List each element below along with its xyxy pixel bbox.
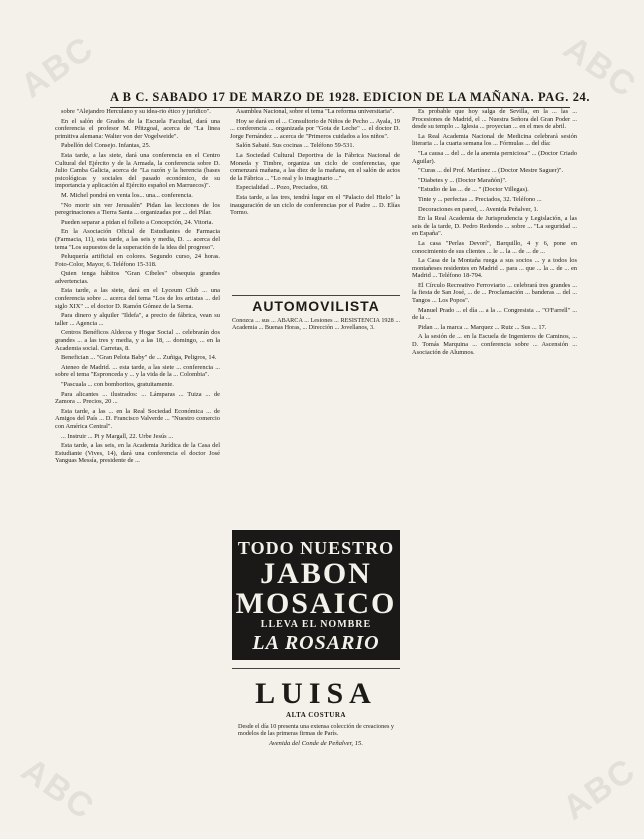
ad-luisa — [232, 668, 400, 819]
column-middle — [230, 108, 400, 284]
paragraph: La Sociedad Cultural Deportiva de la Fábrica Nacional de Moneda y Timbre, organiza un ciclo de conferencias, que comenzará mañana, a las diez de la mañana, en el salón de actos de la Fábrica ... "Lo real y lo imaginario ..." — [230, 151, 400, 182]
ad-title: AUTOMOVILISTA — [252, 298, 380, 314]
column-right — [412, 108, 577, 828]
paragraph: "No morir sin ver Jerusalén" Pidan las lecciones de los peregrinaciones a Tierra Santa ... organizadas por ... del Pilar. — [55, 201, 220, 217]
paragraph: Tinte y ... perfectas ... Preciados, 32. Teléfono ... — [418, 195, 542, 203]
paragraph: Es probable que hoy salga de Sevilla, en la ... las ... Procesiones de Madrid, el ... Nuestra Señora del Gran Poder ... desde su templo ... Iglesia ... proyectan ... en el mes de abril. — [412, 108, 577, 131]
paragraph: Manuel Prado ... el día ... a la ... Congresista ... "O'Farrell" ... de la ... — [412, 306, 577, 322]
ad-line: LLEVA EL NOMBRE — [260, 619, 372, 630]
watermark: ABC — [556, 750, 644, 828]
watermark: ABC — [556, 28, 644, 106]
paragraph: Centros Benéficos Aldecoa y Hogar Social ... celebrarán dos grandes ... a las tres y media, y a las 18, ... domingo, ... en la Academia social. Carretas, 8. — [55, 329, 220, 352]
paragraph: Peluquería artificial en colores. Segundo curso, 24 horas. Foto-Color, Mayor, 6. Teléfono 15-318. — [55, 253, 220, 268]
paragraph: "La causa ... del ... de la anemia perniciosa" ... (Doctor Criado Aguilar). — [412, 149, 577, 165]
ad-subtitle: ALTA COSTURA — [286, 711, 346, 719]
ad-address: Avenida del Conde de Peñalver, 15. — [269, 739, 363, 747]
paragraph: Ateneo de Madrid. ... esta tarde, a las siete ... conferencia ... sobre el tema "Espronceda y ... y la vida de la ... Colombia". — [55, 363, 220, 379]
ad-automovilista — [232, 295, 400, 521]
ad-text: Conozca ... sus ... ABARCA ... Lesiones ... RESISTENCIA 1928 ... Academia ... Buenas Horas, ... Dirección ... Jovellanos, 3. — [232, 317, 400, 332]
paragraph: Esta tarde, a las siete, dará en el Lyceum Club ... una conferencia sobre ... acerca del tema "Los de los artistas ... del siglo XIX" ... el doctor D. Ramón Gómez de la Serna. — [55, 287, 220, 310]
paragraph: Esta tarde, a las seis, en la Academia Jurídica de la Casa del Estudiante (Vives, 14), dará una conferencia el doctor José Yanguas Messía, presidente de ... — [55, 442, 220, 465]
ad-jabon-mosaico — [232, 530, 400, 660]
paragraph: "Curas ... del Prof. Martínez ... (Doctor Mestre Saguer)". — [418, 167, 564, 175]
paragraph: "Diabetes y ... (Doctor Marañón)". — [418, 176, 507, 184]
ad-name: LUISA — [255, 677, 377, 710]
paragraph: Benefician ... "Gran Pelota Baby" de ... Zuñiga, Peligros, 14. — [61, 354, 217, 362]
paragraph: La Real Academia Nacional de Medicina celebrará sesión literaria ... la cuarta semana los ... Fórmulas ... del día: — [412, 132, 577, 148]
paragraph: Especialidad ... Pozo, Preciados, 68. — [236, 184, 329, 192]
paragraph: En la Asociación Oficial de Estudiantes de Farmacia (Farmacia, 11), esta tarde, a las seis y media, D. ... acerca del tema "Los supuestos de la superación de la idea del progreso". — [55, 228, 220, 251]
paragraph: Hoy se dará en el ... Consultorio de Niños de Pecho ... Ayala, 19 ... conferencia ... organizada por "Gota de Leche" ... el doctor D. Jorge Fernández ... acerca de "Primeros cuidados a los niños". — [230, 117, 400, 140]
paragraph: "Estudio de las ... de ... " (Doctor Villegas). — [418, 186, 529, 194]
paragraph: La Casa de la Montaña ruega a sus socios ... y a todos los montañeses residentes en Madrid ... para ... que ... la ... de ... en Madrid ... Teléfono 18-794. — [412, 257, 577, 280]
page-header: A B C. SABADO 17 DE MARZO DE 1928. EDICION DE LA MAÑANA. PAG. 24. — [110, 90, 570, 108]
watermark: ABC — [14, 750, 102, 828]
paragraph: La casa "Perlas Devorí", Barquillo, 4 y 6, pone en conocimiento de sus clientes ... le ... la ... de ... de ... — [412, 239, 577, 255]
paragraph: En la Real Academia de Jurisprudencia y Legislación, a las seis de la tarde, D. Pedro Redondo ... sobre ... "La seguridad ... en España". — [412, 215, 577, 238]
ad-line: LA ROSARIO — [252, 632, 380, 654]
paragraph: Quien tenga hábitos "Gran Cibeles" obsequia grandes advertencias. — [55, 270, 220, 285]
paragraph: sobre "Alejandro Herculano y su idea-rio ético y jurídico". — [61, 108, 211, 115]
ad-line: MOSAICO — [235, 587, 397, 620]
paragraph: M. Michel pondrá en venta los... una... conferencia. — [61, 191, 193, 199]
ad-line: TODO NUESTRO — [237, 538, 395, 558]
paragraph: Asamblea Nacional, sobre el tema "La reforma universitaria". — [236, 108, 394, 115]
paragraph: Para alicantes ... ilustrados: ... Lámparas ... Tuiza ... de Zamora ... Precios, 20 ... — [55, 390, 220, 406]
ad-text: Desde el día 10 presenta una extensa colección de creaciones y modelos de las primeras firmas de París. — [238, 723, 394, 738]
paragraph: En el salón de Grados de la Escuela Facultad, dará una conferencia el profesor M. Pfitzgoal, acerca de "La linea primitiva alemana: Walter von der Vogelweide". — [55, 117, 220, 140]
column-left — [55, 108, 220, 828]
paragraph: Pueden separar a pidan el folleto a Concepción, 24. Vitoria. — [61, 218, 214, 226]
paragraph: Pidan ... la marca ... Marquez ... Ruiz ... Sus ... 17. — [418, 323, 547, 331]
paragraph: Salón Sabaté. Sus cocinas ... Teléfono 59-531. — [236, 142, 355, 150]
paragraph: Esta tarde, a las ... en la Real Sociedad Económica ... de Amigos del País ... D. Francisco Valverde ... "Nuestro comercio con América Central". — [55, 407, 220, 430]
paragraph: ... Instruir ... Pi y Margall, 22. Urbe Jesús ... — [61, 432, 174, 440]
paragraph: Decoraciones en pared, ... Avenida Peñalver, 1. — [418, 205, 539, 213]
ad-line: JABON — [260, 557, 372, 590]
paragraph: Esta tarde, a las siete, dará una conferencia en el Centro Cultural del Ejército y de la Armada, la conferencia sobre D. Julio Camba Galicia, acerca de "La razón y la herencia (bases psicológicas y sociales del pasado económico, de su importancia y aplicación al Ejército español en Marruecos)". — [55, 151, 220, 190]
paragraph: Esta tarde, a las tres, tendrá lugar en el "Palacio del Hielo" la inauguración de un ciclo de conferencias por el Padre ... D. Elías Tormo. — [230, 193, 400, 217]
paragraph: Pabellón del Consejo. Infantas, 25. — [61, 142, 151, 150]
paragraph: "Pascuala ... con bomboritos, gratuitamente. — [61, 381, 174, 388]
paragraph: El Círculo Recreativo Ferroviario ... celebrará tres grandes ... la fiesta de San José, ... de ... Proclamación ... banderas ... del ... Tangos ... Los Popos". — [412, 281, 577, 305]
watermark: ABC — [14, 28, 102, 106]
paragraph: A la sesión de ... en la Escuela de Ingenieros de Caminos, ... D. Tomás Marquina ... conferencia sobre ... Ascensión ... Asociación de Alumnos. — [412, 333, 577, 356]
paragraph: Para dinero y alquiler "Ildefa", a precio de fábrica, vean su taller ... Agencia ... — [55, 312, 220, 327]
